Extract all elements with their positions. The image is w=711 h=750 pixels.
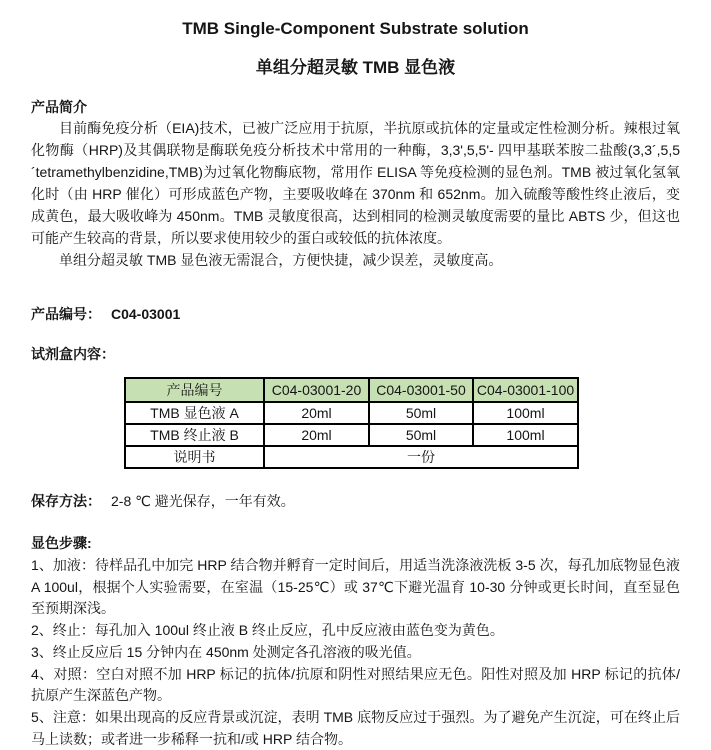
table-header-cell: C04-03001-50: [369, 378, 473, 402]
table-header-cell: C04-03001-100: [473, 378, 578, 402]
kit-contents-table: [124, 377, 579, 469]
table-footer-row: [125, 446, 578, 468]
table-cell: 100ml: [473, 424, 578, 446]
storage-line: [31, 490, 680, 512]
step-item-5: 5、注意：如果出现高的反应背景或沉淀，表明 TMB 底物反应过于强烈。为了避免产生沉淀，可在终止后马上读数；或者进一步稀释一抗和/或 HRP 结合物。: [31, 708, 680, 747]
table-header-cell: C04-03001-20: [264, 378, 369, 402]
table-cell: TMB 终止液 B: [125, 424, 264, 446]
table-cell-merged: 一份: [264, 446, 578, 468]
step-item-2: 2、终止：每孔加入 100ul 终止液 B 终止反应，孔中反应液由蓝色变为黄色。: [31, 622, 504, 639]
table-cell: 20ml: [264, 402, 369, 424]
table-cell: 50ml: [369, 424, 473, 446]
product-code-line: [31, 304, 680, 324]
intro-paragraph-2: 单组分超灵敏 TMB 显色液无需混合，方便快捷，减少误差，灵敏度高。: [59, 252, 503, 268]
product-code-value: C04-03001: [111, 306, 181, 322]
title-chinese: 单组分超灵敏 TMB 显色液: [255, 58, 456, 77]
table-cell: 20ml: [264, 424, 369, 446]
table-row: [125, 424, 578, 446]
section-heading-steps: 显色步骤:: [31, 535, 92, 551]
section-heading-kit-contents: 试剂盒内容：: [31, 346, 115, 362]
table-cell: 说明书: [125, 446, 264, 468]
step-item-1: 1、加液：待样品孔中加完 HRP 结合物并孵育一定时间后，用适当洗涤液洗板 3-5 次，每孔加底物显色液 A 100ul，根据个人实验需要，在室温（15-25℃）或 37℃下避光温育 10-30 分钟或更长时间，直至显色至预期深浅。: [31, 557, 680, 617]
section-heading-product-intro: 产品简介: [31, 99, 87, 115]
step-item-3: 3、终止反应后 15 分钟内在 450nm 处测定各孔溶液的吸光值。: [31, 643, 421, 660]
table-header-cell: 产品编号: [125, 378, 264, 402]
table-row: [125, 402, 578, 424]
step-item-4: 4、对照：空白对照不加 HRP 标记的抗体/抗原和阴性对照结果应无色。阳性对照及加 HRP 标记的抗体/抗原产生深蓝色产物。: [31, 665, 680, 704]
intro-paragraph-1: 目前酶免疫分析（EIA)技术，已被广泛应用于抗原，半抗原或抗体的定量或定性检测分析。辣根过氧化物酶（HRP)及其偶联物是酶联免疫分析技术中常用的一种酶，3,3',5,5'- 四甲基联苯胺二盐酸(3,3´,5,5´tetramethylbenzidine,TMB)为过氧化物酶底物，常用作 ELISA 等免疫检测的显色剂。TMB 被过氧化氢氧化时（由 HRP 催化）可形成蓝色产物，主要吸收峰在 370nm 和 652nm。加入硫酸等酸性终止液后，变成黄色，最大吸收峰为 450nm。TMB 灵敏度很高，达到相同的检测灵敏度需要的量比 ABTS 少，但这也可能产生较高的背景，所以要求使用较少的蛋白或较低的抗体浓度。: [31, 120, 680, 246]
table-cell: TMB 显色液 A: [125, 402, 264, 424]
storage-value: 2-8 ℃ 避光保存，一年有效。: [111, 493, 295, 509]
product-code-label: 产品编号：: [31, 306, 101, 322]
table-cell: 50ml: [369, 402, 473, 424]
table-header-row: [125, 378, 578, 402]
table-cell: 100ml: [473, 402, 578, 424]
title-english: TMB Single-Component Substrate solution: [182, 19, 529, 38]
storage-label: 保存方法：: [31, 493, 101, 509]
